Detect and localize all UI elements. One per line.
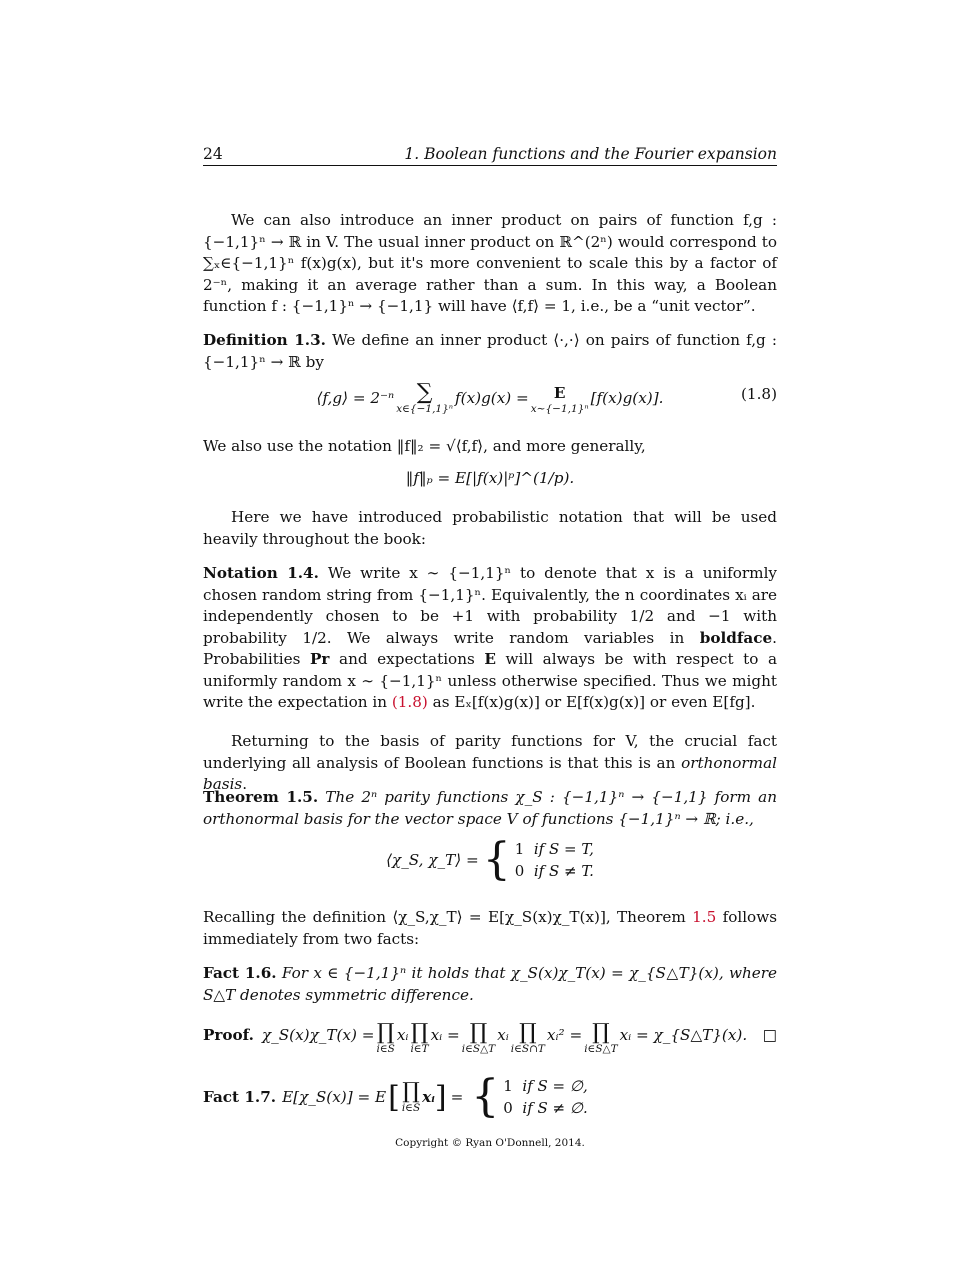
- sum-symbol: ∑: [416, 380, 433, 405]
- product-subscript: i∈S△T: [584, 1043, 618, 1055]
- case-1-condition: if S = ∅,: [522, 1077, 588, 1095]
- paragraph-text-b: .: [242, 775, 248, 793]
- definition-1-3: [203, 330, 777, 373]
- product-operator: [401, 1078, 421, 1114]
- sum-operator: [396, 382, 453, 415]
- notation-text-a: We write x ∼ {−1,1}ⁿ to denote that x is a uniformly chosen random string from {−1,1}ⁿ. Equivalently, the n coordinates xᵢ are independently chosen to be +1 with probability 1/2 and −1 with probability 1/2. We always write random variables in: [203, 564, 778, 647]
- product-operator: [584, 1022, 617, 1055]
- paragraph-probabilistic-notation: Here we have introduced probabilistic notation that will be used heavily throughout the book:: [203, 508, 777, 548]
- proof-body: [203, 1022, 777, 1055]
- proof-term-3: xᵢ =: [430, 1026, 460, 1044]
- proof-term-2: xᵢ: [396, 1026, 409, 1044]
- paragraph-orthonormal-basis: [203, 731, 777, 796]
- case-1-value: 1: [514, 840, 525, 858]
- case-1: [503, 1075, 587, 1097]
- paragraph-inner-product-intro: We can also introduce an inner product on pairs of function f,g : {−1,1}ⁿ → ℝ in V. The usual inner product on ℝ^(2ⁿ) would correspond to ∑ₓ∈{−1,1}ⁿ f(x)g(x), but it's more convenient to scale this by a factor of 2⁻ⁿ, making it an average rather than a sum. In this way, a Boolean function f : {−1,1}ⁿ → {−1,1} will have ⟨f,f⟩ = 1, i.e., be a “unit vector”.: [203, 211, 777, 315]
- notation-text-b: . Probabilities: [203, 628, 777, 668]
- paragraph-norm-notation: We also use the notation ‖f‖₂ = √⟨f,f⟩, and more generally,: [203, 437, 646, 455]
- qed-symbol: □: [762, 1026, 777, 1044]
- product-subscript: i∈S: [376, 1043, 395, 1055]
- theorem-1-5: [203, 787, 777, 830]
- product-symbol: ∏: [410, 1020, 429, 1045]
- expectation-subscript: x∼{−1,1}ⁿ: [530, 402, 589, 415]
- running-header: [203, 145, 777, 166]
- notation-text-d: will always be with respect to a uniformly random x ∼ {−1,1}ⁿ unless otherwise specified. Thus we might write the expectation in: [203, 650, 777, 711]
- copyright-footer: Copyright © Ryan O'Donnell, 2014.: [395, 1137, 585, 1149]
- left-brace: {: [471, 1071, 500, 1122]
- equation-number: (1.8): [740, 385, 777, 403]
- notation-text-c: and expectations: [329, 650, 485, 668]
- left-bracket: [: [388, 1079, 400, 1115]
- case-1-condition: if S = T,: [533, 840, 594, 858]
- running-title: 1. Boolean functions and the Fourier expansion: [404, 145, 777, 163]
- theorem-label: Theorem 1.5.: [203, 788, 319, 806]
- case-1: [515, 838, 594, 860]
- fact-text: For x ∈ {−1,1}ⁿ it holds that χ_S(x)χ_T(x) = χ_{S△T}(x), where S△T denotes symmetric difference.: [203, 964, 778, 1004]
- case-2: [515, 860, 594, 882]
- theorem-text: The 2ⁿ parity functions χ_S : {−1,1}ⁿ → {−1,1} form an orthonormal basis for the vector space V of functions {−1,1}ⁿ → ℝ; i.e.,: [203, 788, 778, 828]
- product-subscript: i∈S∩T: [510, 1043, 545, 1055]
- eq-lhs: ⟨f,g⟩ = 2⁻ⁿ: [316, 389, 395, 407]
- definition-text: We define an inner product ⟨·,·⟩ on pairs of function f,g : {−1,1}ⁿ → ℝ by: [203, 331, 777, 371]
- expectation-symbol: E: [553, 383, 566, 402]
- case-2: [503, 1097, 587, 1119]
- equation-body: [203, 382, 777, 415]
- expectation-operator: [531, 383, 589, 415]
- paragraph-recalling-definition: [203, 907, 777, 950]
- product-symbol: ∏: [519, 1020, 537, 1045]
- boldface-word: boldface: [699, 628, 773, 647]
- fact-label: Fact 1.7.: [203, 1087, 277, 1106]
- paragraph-text-b: follows immediately from two facts:: [203, 908, 777, 948]
- eq-lhs: ⟨χ_S, χ_T⟩ =: [386, 850, 479, 869]
- notation-1-4: [203, 563, 777, 714]
- product-subscript: i∈S: [401, 1101, 421, 1114]
- equation-p-norm: ‖f‖ₚ = E[|f(x)|ᵖ]^(1/p).: [405, 469, 575, 487]
- proof-term-4: xᵢ: [497, 1026, 509, 1044]
- eq-rhs: [f(x)g(x)].: [590, 389, 664, 407]
- fact-lhs: E[χ_S(x)] = E: [282, 1087, 387, 1106]
- fact-label: Fact 1.6.: [203, 964, 277, 982]
- product-operator: [511, 1022, 545, 1055]
- proof-term-5: xᵢ² =: [546, 1026, 583, 1044]
- product-subscript: i∈S△T: [461, 1043, 496, 1055]
- product-operator: [462, 1022, 495, 1055]
- product-symbol: ∏: [376, 1020, 395, 1045]
- equation-orthonormality: [203, 834, 777, 890]
- case-2-value: 0: [503, 1099, 513, 1117]
- expectation-symbol-inline: E: [484, 650, 496, 668]
- fact-body: [203, 1071, 777, 1122]
- definition-label: Definition 1.3.: [203, 331, 326, 349]
- product-symbol: ∏: [592, 1020, 610, 1045]
- notation-label: Notation 1.4.: [203, 564, 319, 582]
- sum-subscript: x∈{−1,1}ⁿ: [396, 403, 454, 415]
- product-symbol: ∏: [469, 1020, 488, 1045]
- equation-reference-link[interactable]: (1.8): [391, 693, 428, 711]
- fact-1-7: [203, 1071, 777, 1127]
- proof-term-1: χ_S(x)χ_T(x) =: [261, 1026, 375, 1044]
- product-term: xᵢ: [422, 1087, 435, 1106]
- product-operator: [410, 1022, 428, 1055]
- cases: [515, 838, 594, 882]
- product-operator: [376, 1022, 394, 1055]
- equals-sign: =: [450, 1087, 464, 1106]
- equation-body: [203, 834, 777, 885]
- pr-symbol: Pr: [310, 650, 330, 668]
- product-subscript: i∈T: [410, 1043, 429, 1055]
- proof-term-6: xᵢ = χ_{S△T}(x).: [619, 1026, 748, 1044]
- notation-text-e: as Eₓ[f(x)g(x)] or E[f(x)g(x)] or even E[fg].: [427, 693, 756, 711]
- product-symbol: ∏: [402, 1078, 420, 1104]
- page-number: 24: [203, 145, 223, 163]
- proof-fact-1-6: [203, 1022, 777, 1062]
- cases: [503, 1075, 587, 1119]
- case-2-condition: if S ≠ ∅.: [522, 1099, 588, 1117]
- theorem-reference-link[interactable]: 1.5: [692, 908, 717, 926]
- equation-1-8: [203, 382, 777, 422]
- right-bracket: ]: [434, 1079, 447, 1115]
- paragraph-text-a: Returning to the basis of parity functions for V, the crucial fact underlying all analysis of Boolean functions is that this is an: [203, 732, 777, 772]
- eq-mid: f(x)g(x) =: [455, 389, 529, 407]
- proof-label: Proof.: [203, 1026, 254, 1044]
- fact-1-6: [203, 963, 777, 1006]
- left-brace: {: [482, 834, 511, 885]
- orthonormal-basis-emphasis: orthonormal basis: [203, 753, 777, 793]
- paragraph-text-a: Recalling the definition ⟨χ_S,χ_T⟩ = E[χ_S(x)χ_T(x)], Theorem: [203, 908, 693, 926]
- case-2-condition: if S ≠ T.: [533, 862, 594, 880]
- case-1-value: 1: [503, 1077, 513, 1095]
- case-2-value: 0: [514, 862, 525, 880]
